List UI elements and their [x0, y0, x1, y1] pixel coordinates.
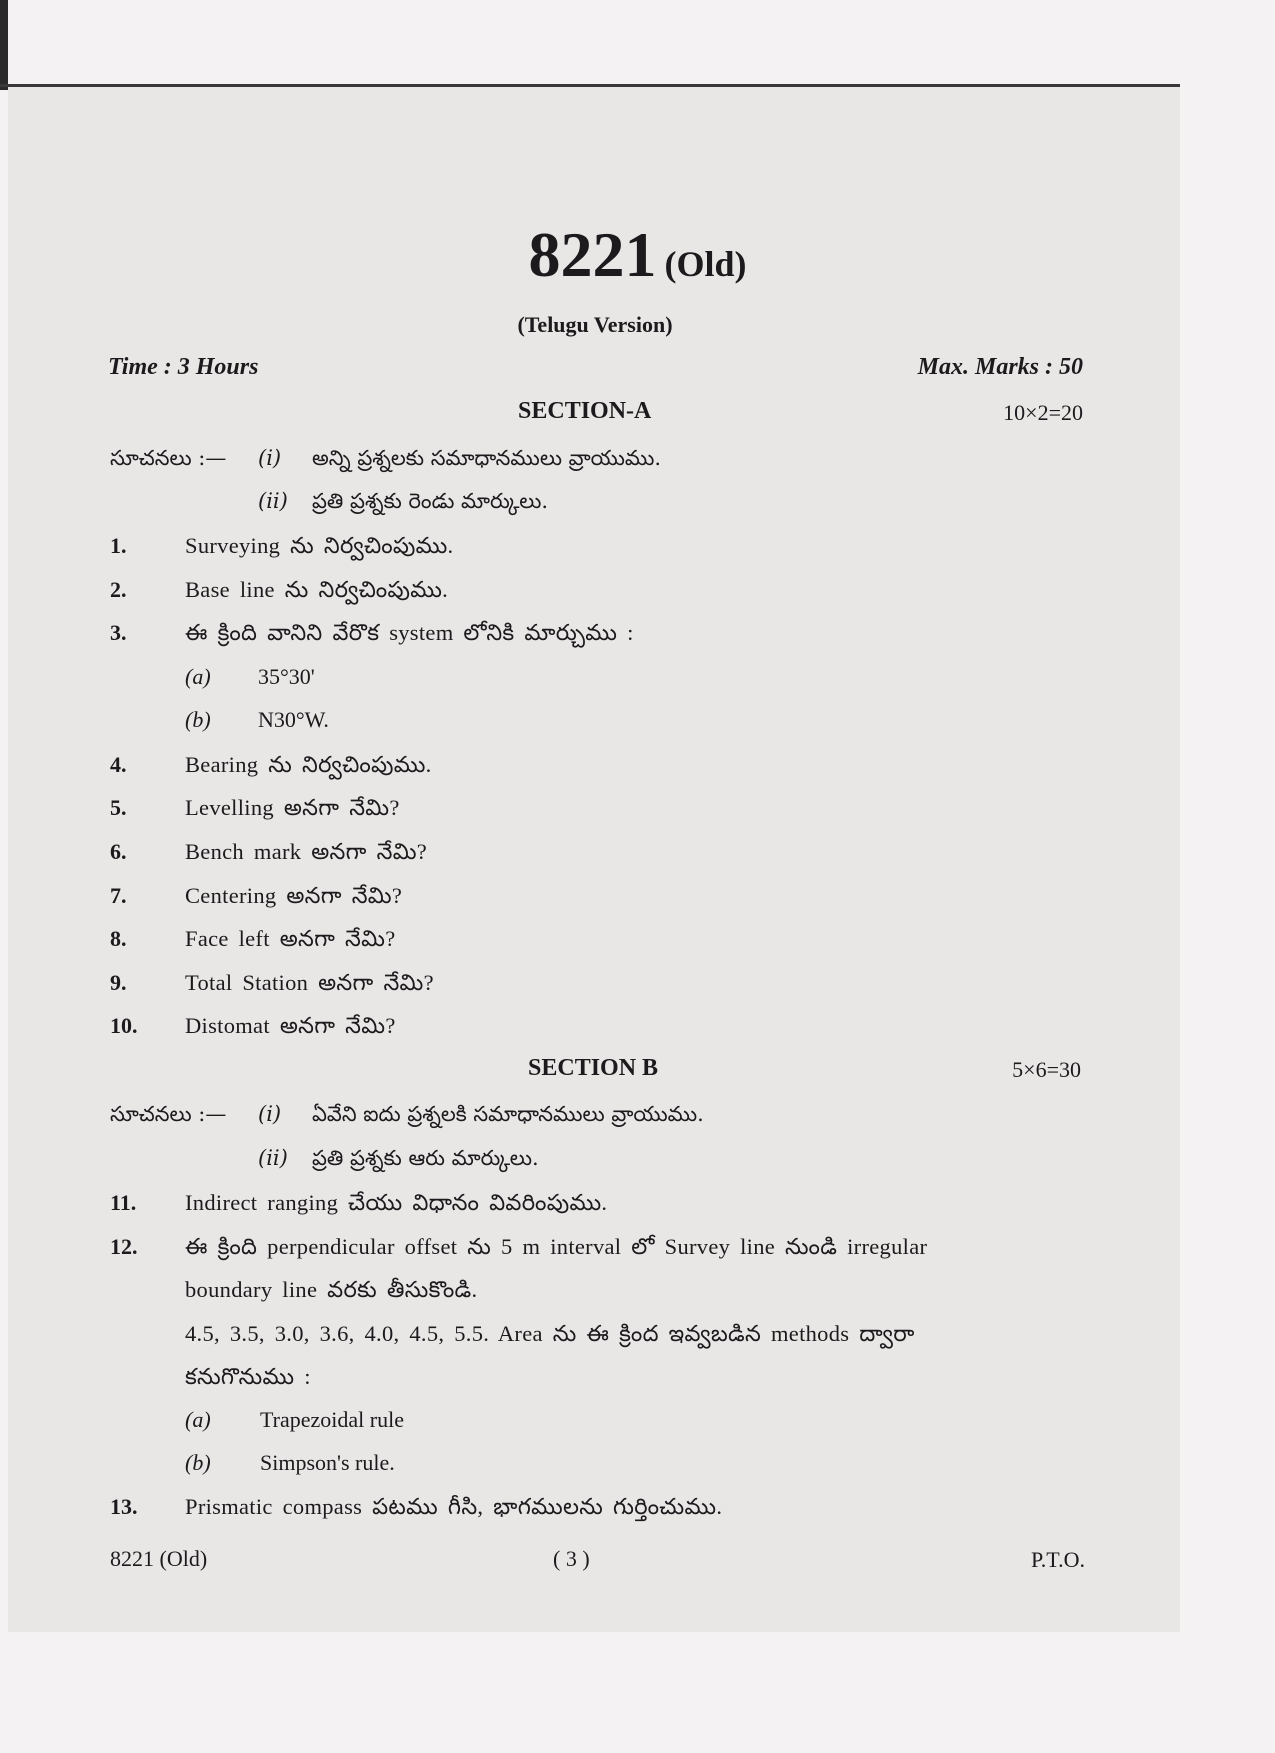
- section-b-instruction-text: ప్రతి ప్రశ్నకు ఆరు మార్కులు.: [312, 1146, 539, 1170]
- question-text: ఈ క్రింది perpendicular offset ను 5 m interval లో Survey line నుండి irregular: [185, 1234, 928, 1259]
- section-a-marks: 10×2=20: [1003, 400, 1083, 425]
- option-label: (a): [185, 664, 211, 689]
- paper-code: [0, 218, 1275, 292]
- question-number: 9.: [110, 970, 127, 995]
- question-number: 6.: [110, 839, 127, 864]
- page-number: ( 3 ): [553, 1546, 590, 1571]
- section-b-instruction-num: (ii): [258, 1146, 288, 1170]
- option-text: 35°30': [258, 664, 315, 689]
- question-text: Levelling అనగా నేమి?: [185, 795, 400, 820]
- max-marks: Max. Marks : 50: [917, 354, 1083, 380]
- question-text: Distomat అనగా నేమి?: [185, 1013, 396, 1038]
- section-b-marks: 5×6=30: [1012, 1057, 1081, 1082]
- scan-edge: [0, 0, 8, 90]
- question-number: 2.: [110, 577, 127, 602]
- section-a-instruction-text: అన్ని ప్రశ్నలకు సమాధానములు వ్రాయుము.: [312, 446, 662, 470]
- question-text: కనుగొనుము :: [185, 1364, 311, 1389]
- question-number: 13.: [110, 1494, 138, 1519]
- section-a-instruction-text: ప్రతి ప్రశ్నకు రెండు మార్కులు.: [312, 489, 549, 513]
- question-number: 8.: [110, 926, 127, 951]
- section-b-instruction-num: (i): [258, 1102, 282, 1126]
- section-b-title: SECTION B: [528, 1055, 659, 1081]
- question-number: 3.: [110, 620, 127, 645]
- question-number: 4.: [110, 752, 127, 777]
- question-text: Face left అనగా నేమి?: [185, 926, 396, 951]
- section-a-instruction-num: (ii): [258, 489, 288, 513]
- section-a-instruction-num: (i): [258, 446, 282, 470]
- question-number: 12.: [110, 1234, 138, 1259]
- question-number: 7.: [110, 883, 127, 908]
- question-text: Centering అనగా నేమి?: [185, 883, 403, 908]
- question-number: 1.: [110, 533, 127, 558]
- question-text: Prismatic compass పటము గీసి, భాగములను గుర్తించుము.: [185, 1494, 723, 1519]
- question-text: Total Station అనగా నేమి?: [185, 970, 434, 995]
- question-number: 5.: [110, 795, 127, 820]
- option-label: (b): [185, 707, 211, 732]
- pto-label: P.T.O.: [1031, 1547, 1085, 1572]
- question-text: Indirect ranging చేయు విధానం వివరింపుము.: [185, 1190, 608, 1215]
- question-text: Bearing ను నిర్వచింపుము.: [185, 752, 432, 777]
- section-b-instructions-label: సూచనలు :—: [110, 1102, 227, 1126]
- question-text: Bench mark అనగా నేమి?: [185, 839, 428, 864]
- question-text: ఈ క్రింది వానిని వేరొక system లోనికి మార్చుము :: [185, 620, 634, 645]
- question-text: 4.5, 3.5, 3.0, 3.6, 4.0, 4.5, 5.5. Area ను ఈ క్రింద ఇవ్వబడిన methods ద్వారా: [185, 1321, 915, 1346]
- section-a-instructions-label: సూచనలు :—: [110, 446, 227, 470]
- paper-code-number: 8221: [528, 219, 657, 290]
- exam-time: Time : 3 Hours: [108, 354, 259, 380]
- footer-paper-code: 8221 (Old): [110, 1546, 208, 1571]
- option-text: N30°W.: [258, 707, 329, 732]
- question-number: 10.: [110, 1013, 138, 1038]
- option-text: Simpson's rule.: [260, 1450, 395, 1475]
- question-text: Surveying ను నిర్వచింపుము.: [185, 533, 454, 558]
- question-text: boundary line వరకు తీసుకొండి.: [185, 1277, 478, 1302]
- option-text: Trapezoidal rule: [260, 1407, 404, 1432]
- paper-version: (Telugu Version): [517, 312, 673, 337]
- section-b-instruction-text: ఏవేని ఐదు ప్రశ్నలకి సమాధానములు వ్రాయుము.: [312, 1102, 704, 1126]
- question-text: Base line ను నిర్వచింపుము.: [185, 577, 449, 602]
- section-a-title: SECTION-A: [518, 398, 652, 424]
- option-label: (b): [185, 1450, 211, 1475]
- question-number: 11.: [110, 1190, 137, 1215]
- paper-code-variant: (Old): [664, 244, 747, 284]
- option-label: (a): [185, 1407, 211, 1432]
